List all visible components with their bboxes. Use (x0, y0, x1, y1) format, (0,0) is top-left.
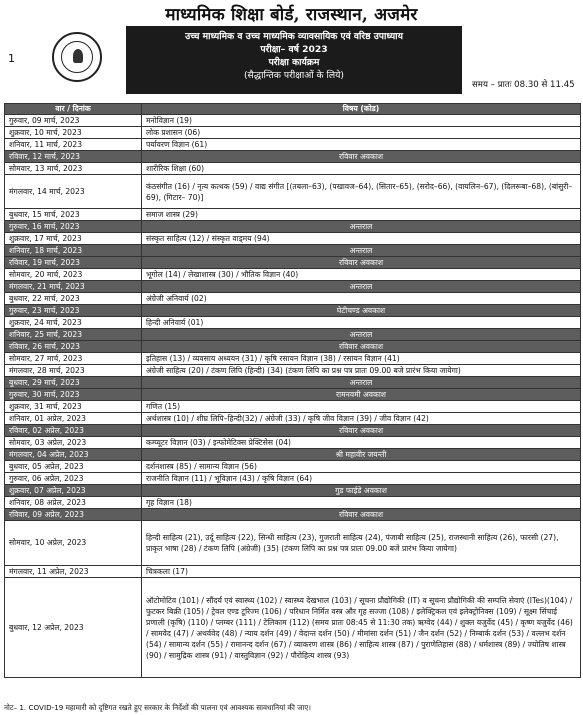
column-header-subject: विषय (कोड) (142, 104, 581, 115)
row-date: शुक्रवार, 10 मार्च, 2023 (5, 127, 142, 139)
row-date: सोमवार, 13 मार्च, 2023 (5, 163, 142, 175)
table-row (5, 521, 581, 566)
row-date: सोमवार, 10 अप्रेल, 2023 (5, 521, 142, 566)
holiday-label: घेटीचण्ड अवकाश (142, 305, 581, 317)
row-subjects: ऑटोमोटिव (101) / सौंदर्य एवं स्वास्थ्य (102) / स्वास्थ्य देखभाल (103) / सूचना प्रौद्योगिकी (IT) व सूचना प्रौद्योगिकी की सम्पत्ति सेवाएं (ITes)(104) / फुटकर बिक्री (105) / ट्रेवल एण्ड टूरिज्म (106) / परिधान निर्मित वस्त्र और गृह सज्जा (108) / इलेक्ट्रिकल एवं इलेक्ट्रोनिक्स (109) / सूक्ष्म सिंचाई प्रणाली (कृषि) (110) / प्लम्बर (111) / टेलिकाम (112) (समय प्रातः 08:45 से 11:30 तक) ऋग्वेद (44) / शुक्ल यजुर्वेद (45) / कृष्ण यजुर्वेद (46) / सामवेद (47) / अथर्ववेद (48) / न्याय दर्शन (49) / वेदान्त दर्शन (50) / मीमांसा दर्शन (51) / जैन दर्शन (52) / निम्बार्क दर्शन (53) / वल्लभ दर्शन (54) / सामान्य दर्शन (55) / रामानन्द दर्शन (67) / व्याकरण शास्त्र (86) / साहित्य शास्त्र (87) / पुराणेतिहास (88) / धर्मशास्त्र (89) / ज्योतिष शास्त्र (90) / सामुद्रिक शास्त्र (91) / वास्तुविज्ञान (92) / पौरोहित्य शास्त्र (93) (142, 578, 581, 678)
row-subjects: मनोविज्ञान (19) (142, 115, 581, 127)
footer-note: नोट– 1. COVID-19 महामारी को दृष्टिगत रखते हुए सरकार के निर्देशों की पालना एवं आवश्यक सावधानियां की जाए। (4, 703, 311, 712)
table-row (5, 353, 581, 365)
table-row (5, 233, 581, 245)
row-subjects: भूगोल (14) / लेखाशास्त्र (30) / भौतिक विज्ञान (40) (142, 269, 581, 281)
row-date: बुधवार, 22 मार्च, 2023 (5, 293, 142, 305)
table-row (5, 127, 581, 139)
row-date: बुधवार, 12 अप्रेल, 2023 (5, 578, 142, 678)
holiday-label: गुड फाईडे अवकाश (142, 485, 581, 497)
holiday-label: रविवार अवकाश (142, 341, 581, 353)
row-date: शनिवार, 11 मार्च, 2023 (5, 139, 142, 151)
holiday-row (5, 341, 581, 353)
row-subjects: गणित (15) (142, 401, 581, 413)
table-row (5, 139, 581, 151)
table-row (5, 497, 581, 509)
row-subjects: इतिहास (13) / व्यवसाय अध्ययन (31) / कृषि रसायन विज्ञान (38) / रसायन विज्ञान (41) (142, 353, 581, 365)
exam-title-subtitle: (सैद्धान्तिक परीक्षाओं के लिये) (243, 70, 345, 81)
holiday-label: अन्तराल (142, 245, 581, 257)
row-date: रविवार, 12 मार्च, 2023 (5, 151, 142, 163)
holiday-row (5, 257, 581, 269)
holiday-row (5, 449, 581, 461)
holiday-row (5, 151, 581, 163)
row-subjects: लोक प्रशासन (06) (142, 127, 581, 139)
row-subjects: शारीरिक शिक्षा (60) (142, 163, 581, 175)
table-row (5, 473, 581, 485)
row-date: सोमवार, 27 मार्च, 2023 (5, 353, 142, 365)
row-date: गुरुवार, 09 मार्च, 2023 (5, 115, 142, 127)
holiday-row (5, 329, 581, 341)
holiday-row (5, 485, 581, 497)
holiday-row (5, 221, 581, 233)
row-date: रविवार, 02 अप्रेल, 2023 (5, 425, 142, 437)
row-subjects: समाज शास्त्र (29) (142, 209, 581, 221)
row-date: रविवार, 26 मार्च, 2023 (5, 341, 142, 353)
row-date: शनिवार, 25 मार्च, 2023 (5, 329, 142, 341)
table-row (5, 115, 581, 127)
page-number: 1 (8, 52, 15, 65)
table-row (5, 293, 581, 305)
row-subjects: संस्कृत साहित्य (12) / संस्कृत वाड्मय (94) (142, 233, 581, 245)
holiday-row (5, 245, 581, 257)
row-date: रविवार, 09 अप्रेल, 2023 (5, 509, 142, 521)
holiday-row (5, 425, 581, 437)
holiday-label: अन्तराल (142, 221, 581, 233)
exam-title-year: परीक्षा– वर्ष 2023 (260, 44, 328, 55)
holiday-row (5, 389, 581, 401)
row-date: शनिवार, 01 अप्रेल, 2023 (5, 413, 142, 425)
table-row (5, 401, 581, 413)
column-header-date: वार / दिनांक (5, 104, 142, 115)
row-subjects: अंग्रेजी साहित्य (20) / टंकण लिपि (हिन्दी) (34) (टंकण लिपि का प्रश्न पत्र प्रातः 09.00 बजे प्रारंभ किया जायेगा) (142, 365, 581, 377)
holiday-label: अन्तराल (142, 281, 581, 293)
holiday-label: अन्तराल (142, 329, 581, 341)
row-date: मंगलवार, 28 मार्च, 2023 (5, 365, 142, 377)
holiday-label: रविवार अवकाश (142, 257, 581, 269)
table-row (5, 461, 581, 473)
row-date: शुक्रवार, 07 अप्रेल, 2023 (5, 485, 142, 497)
table-row (5, 163, 581, 175)
board-seal-icon (52, 32, 102, 82)
row-subjects: कम्प्यूटर विज्ञान (03) / इन्फोमेटिक्स प्रेक्टिसेस (04) (142, 437, 581, 449)
row-date: रविवार, 19 मार्च, 2023 (5, 257, 142, 269)
row-subjects: कंठसंगीत (16) / नृत्य कत्थक (59) / वाद्य संगीत [(तबला–63), (पखावज–64), (सितार–65), (सरोद–66), (वायलिन–67), (दिलरूबा–68), (बांसुरी–69), (गिटार– 70)] (142, 175, 581, 209)
holiday-label: श्री महावीर जयन्ती (142, 449, 581, 461)
exam-timing: समय – प्रातः 08.30 से 11.45 (472, 80, 575, 90)
row-subjects: हिन्दी साहित्य (21), उर्दू साहित्य (22), सिन्धी साहित्य (23), गुजराती साहित्य (24), पंजाबी साहित्य (25), राजस्थानी साहित्य (26), फारसी (27), प्राकृत भाषा (28) / टंकण लिपि (अंग्रेजी) (35) (टंकण लिपि का प्रश्न पत्र प्रातः 09.00 बजे प्रारंभ किया जायेगा) (142, 521, 581, 566)
exam-title-box (126, 26, 462, 94)
row-date: गुरुवार, 06 अप्रेल, 2023 (5, 473, 142, 485)
row-date: मंगलवार, 04 अप्रेल, 2023 (5, 449, 142, 461)
holiday-label: अन्तराल (142, 377, 581, 389)
table-row (5, 269, 581, 281)
holiday-row (5, 377, 581, 389)
table-row (5, 578, 581, 678)
exam-schedule-table (4, 103, 581, 678)
row-subjects: चित्रकला (17) (142, 566, 581, 578)
holiday-label: रविवार अवकाश (142, 151, 581, 163)
table-row (5, 365, 581, 377)
row-date: शुक्रवार, 24 मार्च, 2023 (5, 317, 142, 329)
row-date: मंगलवार, 11 अप्रेल, 2023 (5, 566, 142, 578)
row-date: शुक्रवार, 17 मार्च, 2023 (5, 233, 142, 245)
row-date: मंगलवार, 14 मार्च, 2023 (5, 175, 142, 209)
exam-title-line1: उच्च माध्यमिक व उच्च माध्यमिक व्यावसायिक एवं वरिष्ठ उपाध्याय (185, 31, 403, 42)
row-date: सोमवार, 20 मार्च, 2023 (5, 269, 142, 281)
row-subjects: हिन्दी अनिवार्य (01) (142, 317, 581, 329)
row-subjects: अंग्रेजी अनिवार्य (02) (142, 293, 581, 305)
table-row (5, 566, 581, 578)
row-date: शुक्रवार, 31 मार्च, 2023 (5, 401, 142, 413)
holiday-label: रविवार अवकाश (142, 509, 581, 521)
board-title: माध्यमिक शिक्षा बोर्ड, राजस्थान, अजमेर (165, 5, 418, 25)
table-row (5, 413, 581, 425)
row-date: गुरुवार, 30 मार्च, 2023 (5, 389, 142, 401)
row-date: शनिवार, 08 अप्रेल, 2023 (5, 497, 142, 509)
row-subjects: दर्शनशास्त्र (85) / सामान्य विज्ञान (56) (142, 461, 581, 473)
holiday-label: रामनवमी अवकाश (142, 389, 581, 401)
table-row (5, 437, 581, 449)
row-date: शनिवार, 18 मार्च, 2023 (5, 245, 142, 257)
holiday-label: रविवार अवकाश (142, 425, 581, 437)
row-subjects: पर्यावरण विज्ञान (61) (142, 139, 581, 151)
row-date: बुधवार, 15 मार्च, 2023 (5, 209, 142, 221)
exam-title-programme: परीक्षा कार्यक्रम (268, 57, 320, 68)
row-date: सोमवार, 03 अप्रेल, 2023 (5, 437, 142, 449)
holiday-row (5, 281, 581, 293)
holiday-row (5, 509, 581, 521)
row-date: मंगलवार, 21 मार्च, 2023 (5, 281, 142, 293)
row-subjects: राजनीति विज्ञान (11) / भूविज्ञान (43) / कृषि विज्ञान (64) (142, 473, 581, 485)
table-row (5, 175, 581, 209)
table-row (5, 317, 581, 329)
holiday-row (5, 305, 581, 317)
row-date: बुधवार, 05 अप्रेल, 2023 (5, 461, 142, 473)
table-row (5, 209, 581, 221)
row-subjects: अर्थशास्त्र (10) / शीघ्र लिपि–हिन्दी(32) / अंग्रेजी (33) / कृषि जीव विज्ञान (39) / जीव विज्ञान (42) (142, 413, 581, 425)
row-subjects: गृह विज्ञान (18) (142, 497, 581, 509)
row-date: गुरुवार, 16 मार्च, 2023 (5, 221, 142, 233)
table-header-row (5, 104, 581, 115)
row-date: गुरुवार, 23 मार्च, 2023 (5, 305, 142, 317)
row-date: बुधवार, 29 मार्च, 2023 (5, 377, 142, 389)
